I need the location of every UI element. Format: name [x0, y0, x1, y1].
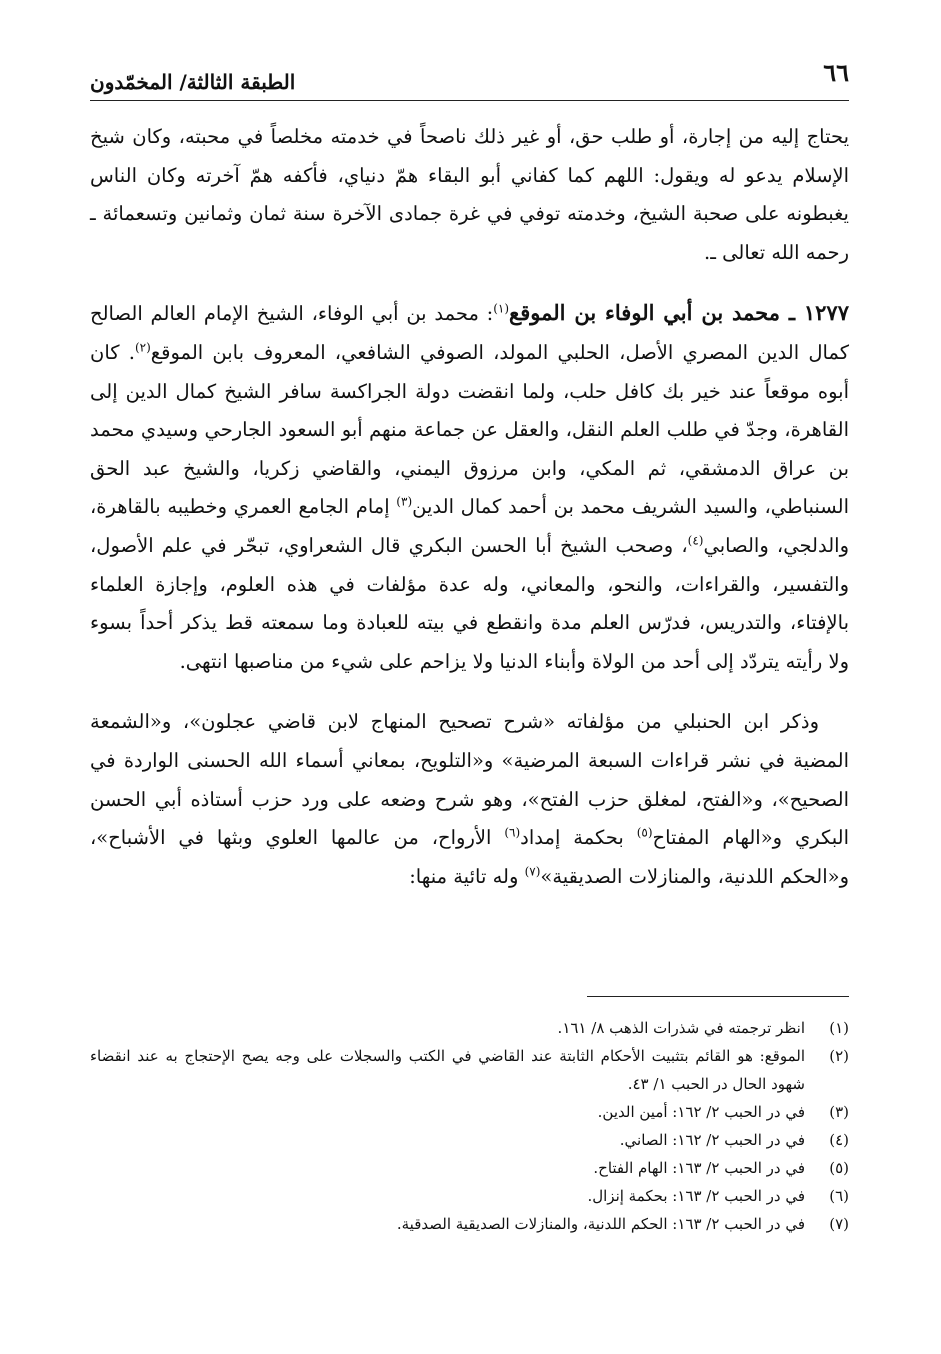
footnote-text: في در الحبب ٢/ ١٦٣: بحكمة إنزال. — [587, 1187, 805, 1205]
paragraph-2-part-c: إمام الجامع العمري وخطيبه بالقاهرة، والدلجي، والصابي — [90, 495, 850, 557]
footnote-number: (٧) — [829, 1215, 849, 1233]
footnote-ref-6: (٦) — [504, 825, 521, 840]
footnote-number: (٥) — [829, 1159, 849, 1177]
footnote-ref-1: (١) — [493, 301, 510, 316]
paragraph-2-part-d: ، وصحب الشيخ أبا الحسن البكري قال الشعراوي، تبحّر في علم الأصول، والتفسير، والقراءات، والنحو، والمعاني، وله عدة مؤلفات في هذه العلوم، وإجازة العلماء بالإفتاء، والتدريس، فدرّس العلم مدة وانقطع في بيته للعبادة وما سمعته قط يذكر أحداً بسوء ولا رأيته يتردّد إلى أحد من الولاة وأبناء الدنيا ولا يزاحم على شيء من مناصبها انتهى. — [90, 533, 849, 673]
footnote — [90, 1182, 849, 1210]
footnote — [90, 1154, 849, 1182]
footnote — [90, 1126, 849, 1154]
paragraph-1: يحتاج إليه من إجارة، أو طلب حق، أو غير ذلك ناصحاً في خدمته مخلصاً في محبته، وكان شيخ الإسلام يدعو له ويقول: اللهم كما كفاني أبو البقاء همّ دنياي، فأكفه همّ آخرته وكان الناس يغبطونه على صحبة الشيخ، وخدمته توفي في غرة جمادى الآخرة سنة ثمان وثمانين وتسعمائة ـ رحمه الله تعالى ـ. — [90, 125, 849, 264]
footnote-divider — [587, 996, 849, 997]
footnote-ref-3: (٣) — [396, 494, 413, 509]
footnote-text: في در الحبب ٢/ ١٦٢: أمين الدين. — [597, 1103, 805, 1121]
paragraph-2 — [90, 294, 849, 681]
footnote — [90, 1014, 849, 1042]
footnote — [90, 1098, 849, 1126]
footnote-ref-5: (٥) — [636, 825, 653, 840]
footnote-text: انظر ترجمته في شذرات الذهب ٨/ ١٦١. — [557, 1019, 805, 1037]
page-number: ٦٦ — [823, 58, 849, 87]
footnote-number: (١) — [829, 1019, 849, 1037]
footnote-text: في در الحبب ٢/ ١٦٣: الحكم اللدنية، والمنازلات الصديقية الصدقية. — [396, 1215, 805, 1233]
paragraph-3-part-c: الأرواح، من عالمها العلوي وبثها في الأشباح»، و«الحكم اللدنية، والمنازلات الصديقية» — [90, 826, 849, 888]
footnote-ref-2: (٢) — [134, 340, 151, 355]
footnote — [90, 1210, 849, 1238]
page-header — [90, 58, 849, 101]
footnote-text: الموقع: هو القائم بتثبيت الأحكام الثابتة عند القاضي في الكتب والسجلات على وجه يصح الإحتجاج به عند انقضاء شهود الحال در الحبب ١/ ٤٣. — [90, 1047, 805, 1093]
paragraph-2-part-a: : محمد بن أبي الوفاء، الشيخ الإمام العالم الصالح كمال الدين المصري الأصل، الحلبي المولد، الصوفي الشافعي، المعروف بابن الموقع — [90, 302, 849, 364]
main-text — [90, 118, 849, 896]
paragraph-3-part-a: وذكر ابن الحنبلي من مؤلفاته «شرح تصحيح المنهاج لابن قاضي عجلون»، و«الشمعة المضية في نشر قراءات السبعة المرضية» و«التلويح، بمعاني أسماء الله الحسنى الواردة في الصحيح»، و«الفتح، لمغلق حزب الفتح»، وهو شرح وضعه على ورد حزب أستاذه أبي الحسن البكري و«الهام المفتاح — [90, 710, 849, 850]
footnote-number: (٤) — [829, 1131, 849, 1149]
paragraph-2-part-b: . كان أبوه موقعاً عند خير بك كافل حلب، ولما انقضت دولة الجراكسة سافر الشيخ كمال الدين إلى القاهرة، وجدّ في طلب العلم النقل، والعقل عن جماعة منهم أبو السعود الجارحي وسيدي محمد بن عراق الدمشقي، ثم المكي، وابن مرزوق اليمني، والقاضي زكريا، والشيخ عبد الحق السنباطي، والسيد الشريف محمد بن أحمد كمال الدين — [90, 340, 849, 519]
footnote-text: في در الحبب ٢/ ١٦٣: الهام الفتاح. — [593, 1159, 805, 1177]
footnotes — [90, 1014, 849, 1238]
footnote-number: (٣) — [829, 1103, 849, 1121]
footnote-ref-4: (٤) — [687, 533, 704, 548]
running-title: الطبقة الثالثة/ المخمّدون — [90, 70, 296, 94]
paragraph-3 — [90, 703, 849, 896]
footnote-number: (٦) — [829, 1187, 849, 1205]
footnote-text: في در الحبب ٢/ ١٦٢: الصاني. — [619, 1131, 805, 1149]
paragraph-3-part-d: وله تائية منها: — [409, 864, 525, 888]
footnote-number: (٢) — [829, 1047, 849, 1065]
paragraph-3-part-b: بحكمة إمداد — [520, 826, 637, 850]
entry-heading: ١٢٧٧ ـ محمد بن أبي الوفاء بن الموقع — [509, 300, 849, 326]
footnote-ref-7: (٧) — [524, 864, 541, 879]
footnote — [90, 1042, 849, 1098]
